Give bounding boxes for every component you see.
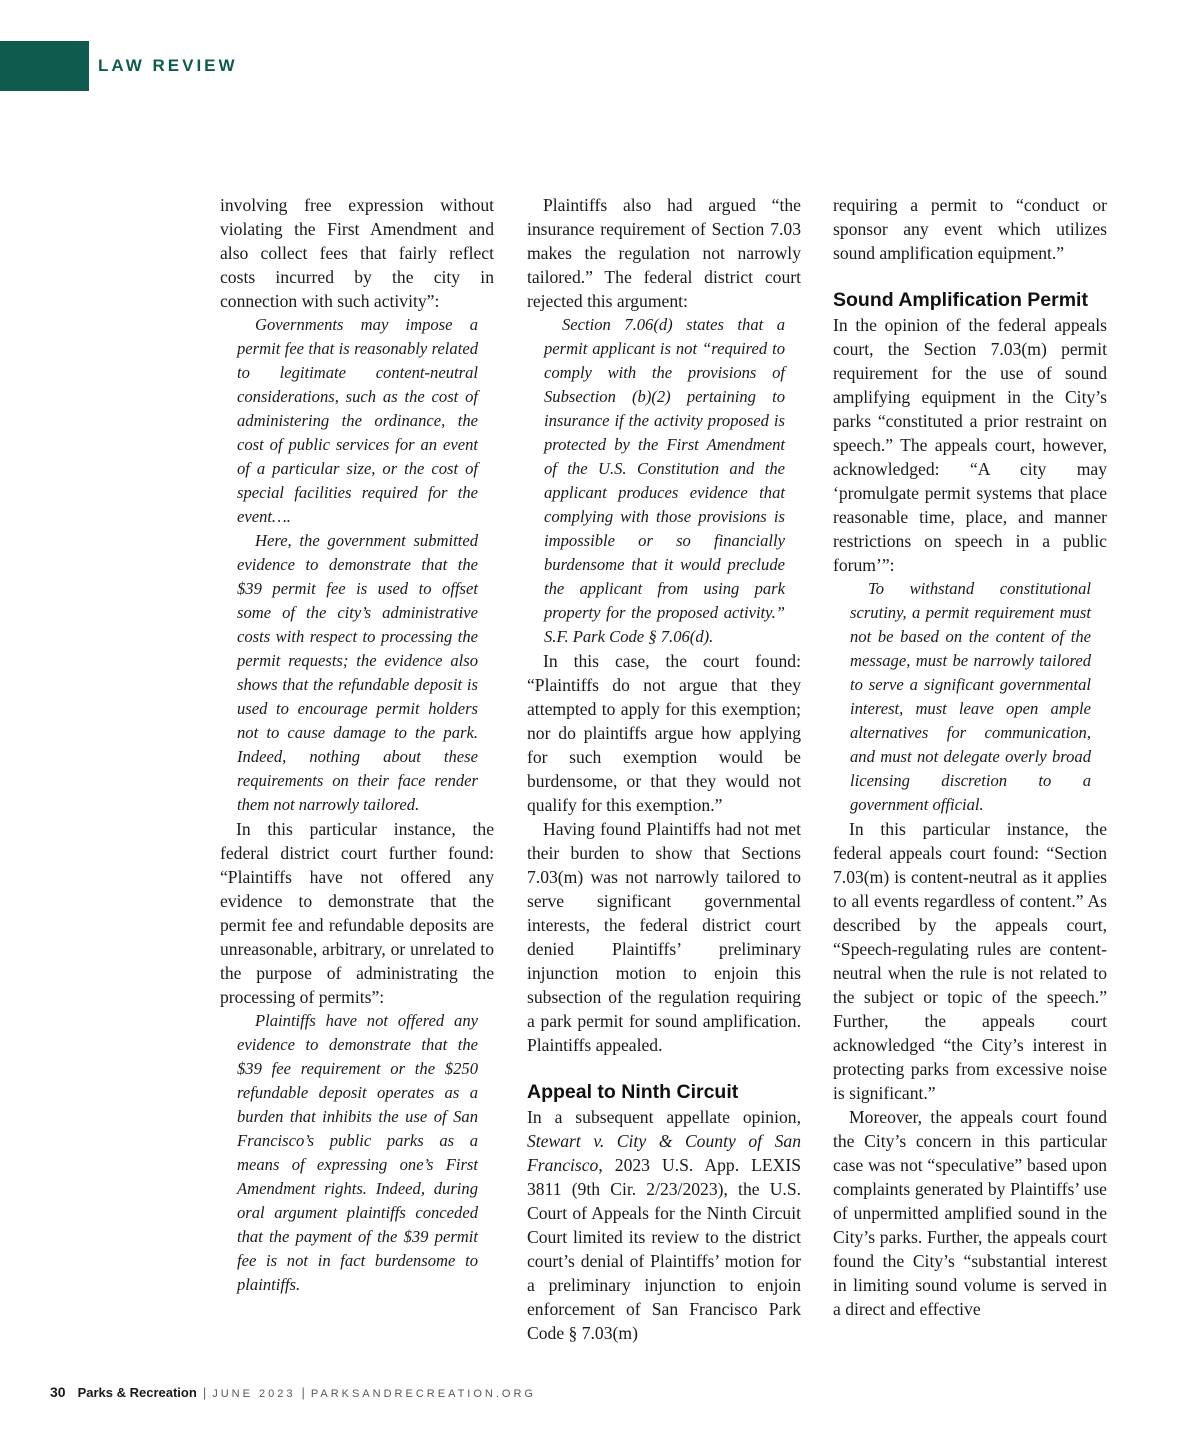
paragraph: requiring a permit to “conduct or sponsor any event which utilizes sound amplification equipment.”: [833, 195, 1107, 263]
block-quote: Plaintiffs have not offered any evidence to demonstrate that the $39 fee requirement or the $250 refundable deposit operates as a burden that inhibits the use of San Francisco’s public parks as a means of expressing one’s First Amendment rights. Indeed, during oral argument plaintiffs conceded that the payment of the $39 permit fee is not in fact burdensome to plaintiffs.: [237, 1011, 478, 1294]
paragraph: In this particular instance, the federal district court further found: “Plaintiffs have not offered any evidence to demonstrate that the permit fee and refundable deposits are unreasonable, arbitrary, or unrelated to the purpose of administrating the processing of permits”:: [220, 819, 494, 1007]
publication-name: Parks & Recreation: [77, 1385, 197, 1400]
block-quote: Here, the government submitted evidence to demonstrate that the $39 permit fee is used to offset some of the city’s administrative costs with respect to processing the permit requests; the evidence also shows that the refundable deposit is used to encourage permit holders not to cause damage to the park. Indeed, nothing about these requirements on their face render them not narrowly tailored.: [237, 531, 478, 814]
header-accent-bar: [0, 41, 89, 91]
separator: |: [301, 1385, 305, 1400]
section-label: LAW REVIEW: [98, 56, 238, 75]
case-citation: Stewart v. City & County of San Francisco: [527, 1131, 801, 1175]
block-quote: To withstand constitutional scrutiny, a permit requirement must not be based on the content of the message, must be narrowly tailored to serve a significant governmental interest, must leave open ample alternatives for communication, and must not delegate overly broad licensing discretion to a government official.: [850, 579, 1091, 814]
column-2: [527, 193, 801, 1345]
paragraph: involving free expression without violating the First Amendment and also collect fees that fairly reflect costs incurred by the city in connection with such activity”:: [220, 195, 494, 311]
paragraph: In this case, the court found: “Plaintiffs do not argue that they attempted to apply for this exemption; nor do plaintiffs argue how applying for such exemption would be burdensome, or that they would not qualify for this exemption.”: [527, 651, 801, 815]
paragraph: Moreover, the appeals court found the City’s concern in this particular case was not “speculative” based upon complaints generated by Plaintiffs’ use of unpermitted amplified sound in the City’s parks. Further, the appeals court found the City’s “substantial interest in limiting sound volume is served in a direct and effective: [833, 1107, 1107, 1319]
page-footer: [50, 1383, 536, 1403]
paragraph: Plaintiffs also had argued “the insurance requirement of Section 7.03 makes the regulation not narrowly tailored.” The federal district court rejected this argument:: [527, 195, 801, 311]
paragraph: In this particular instance, the federal appeals court found: “Section 7.03(m) is content-neutral as it applies to all events regardless of content.” As described by the appeals court, “Speech-regulating rules are content-neutral when the rule is not related to the subject or topic of the speech.” Further, the appeals court acknowledged “the City’s interest in protecting parks from excessive noise is significant.”: [833, 819, 1107, 1103]
page-number: 30: [50, 1384, 66, 1400]
website-url: PARKSANDRECREATION.ORG: [310, 1388, 536, 1400]
issue-date: JUNE 2023: [212, 1388, 296, 1400]
paragraph: Having found Plaintiffs had not met their burden to show that Sections 7.03(m) was not narrowly tailored to serve significant governmental interests, the federal district court denied Plaintiffs’ preliminary injunction motion to enjoin this subsection of the regulation requiring a park permit for sound amplification. Plaintiffs appealed.: [527, 819, 801, 1055]
column-3: [833, 193, 1107, 1321]
block-quote: Section 7.06(d) states that a permit applicant is not “required to comply with the provisions of Subsection (b)(2) pertaining to insurance if the activity proposed is protected by the First Amendment of the U.S. Constitution and the applicant produces evidence that complying with those provisions is impossible or so financially burdensome that it would preclude the applicant from using park property for the proposed activity.” S.F. Park Code § 7.06(d).: [544, 315, 785, 646]
block-quote: Governments may impose a permit fee that is reasonably related to legitimate content-neutral considerations, such as the cost of administering the ordinance, the cost of public services for an event of a particular size, or the cost of special facilities required for the event….: [237, 315, 478, 526]
paragraph: In a subsequent appellate opinion, Stewart v. City & County of San Francisco, 2023 U.S. App. LEXIS 3811 (9th Cir. 2/23/2023), the U.S. Court of Appeals for the Ninth Circuit Court limited its review to the district court’s denial of Plaintiffs’ motion for a preliminary injunction to enjoin enforcement of San Francisco Park Code § 7.03(m): [527, 1107, 801, 1343]
paragraph: In the opinion of the federal appeals court, the Section 7.03(m) permit requirement for the use of sound amplifying equipment in the City’s parks “constituted a prior restraint on speech.” The appeals court, however, acknowledged: “A city may ‘promulgate permit systems that place reasonable time, place, and manner restrictions on speech in a public forum’”:: [833, 315, 1107, 575]
section-heading: Appeal to Ninth Circuit: [527, 1081, 739, 1103]
section-heading: Sound Amplification Permit: [833, 289, 1088, 311]
column-1: [220, 193, 494, 1297]
separator: |: [202, 1385, 207, 1400]
